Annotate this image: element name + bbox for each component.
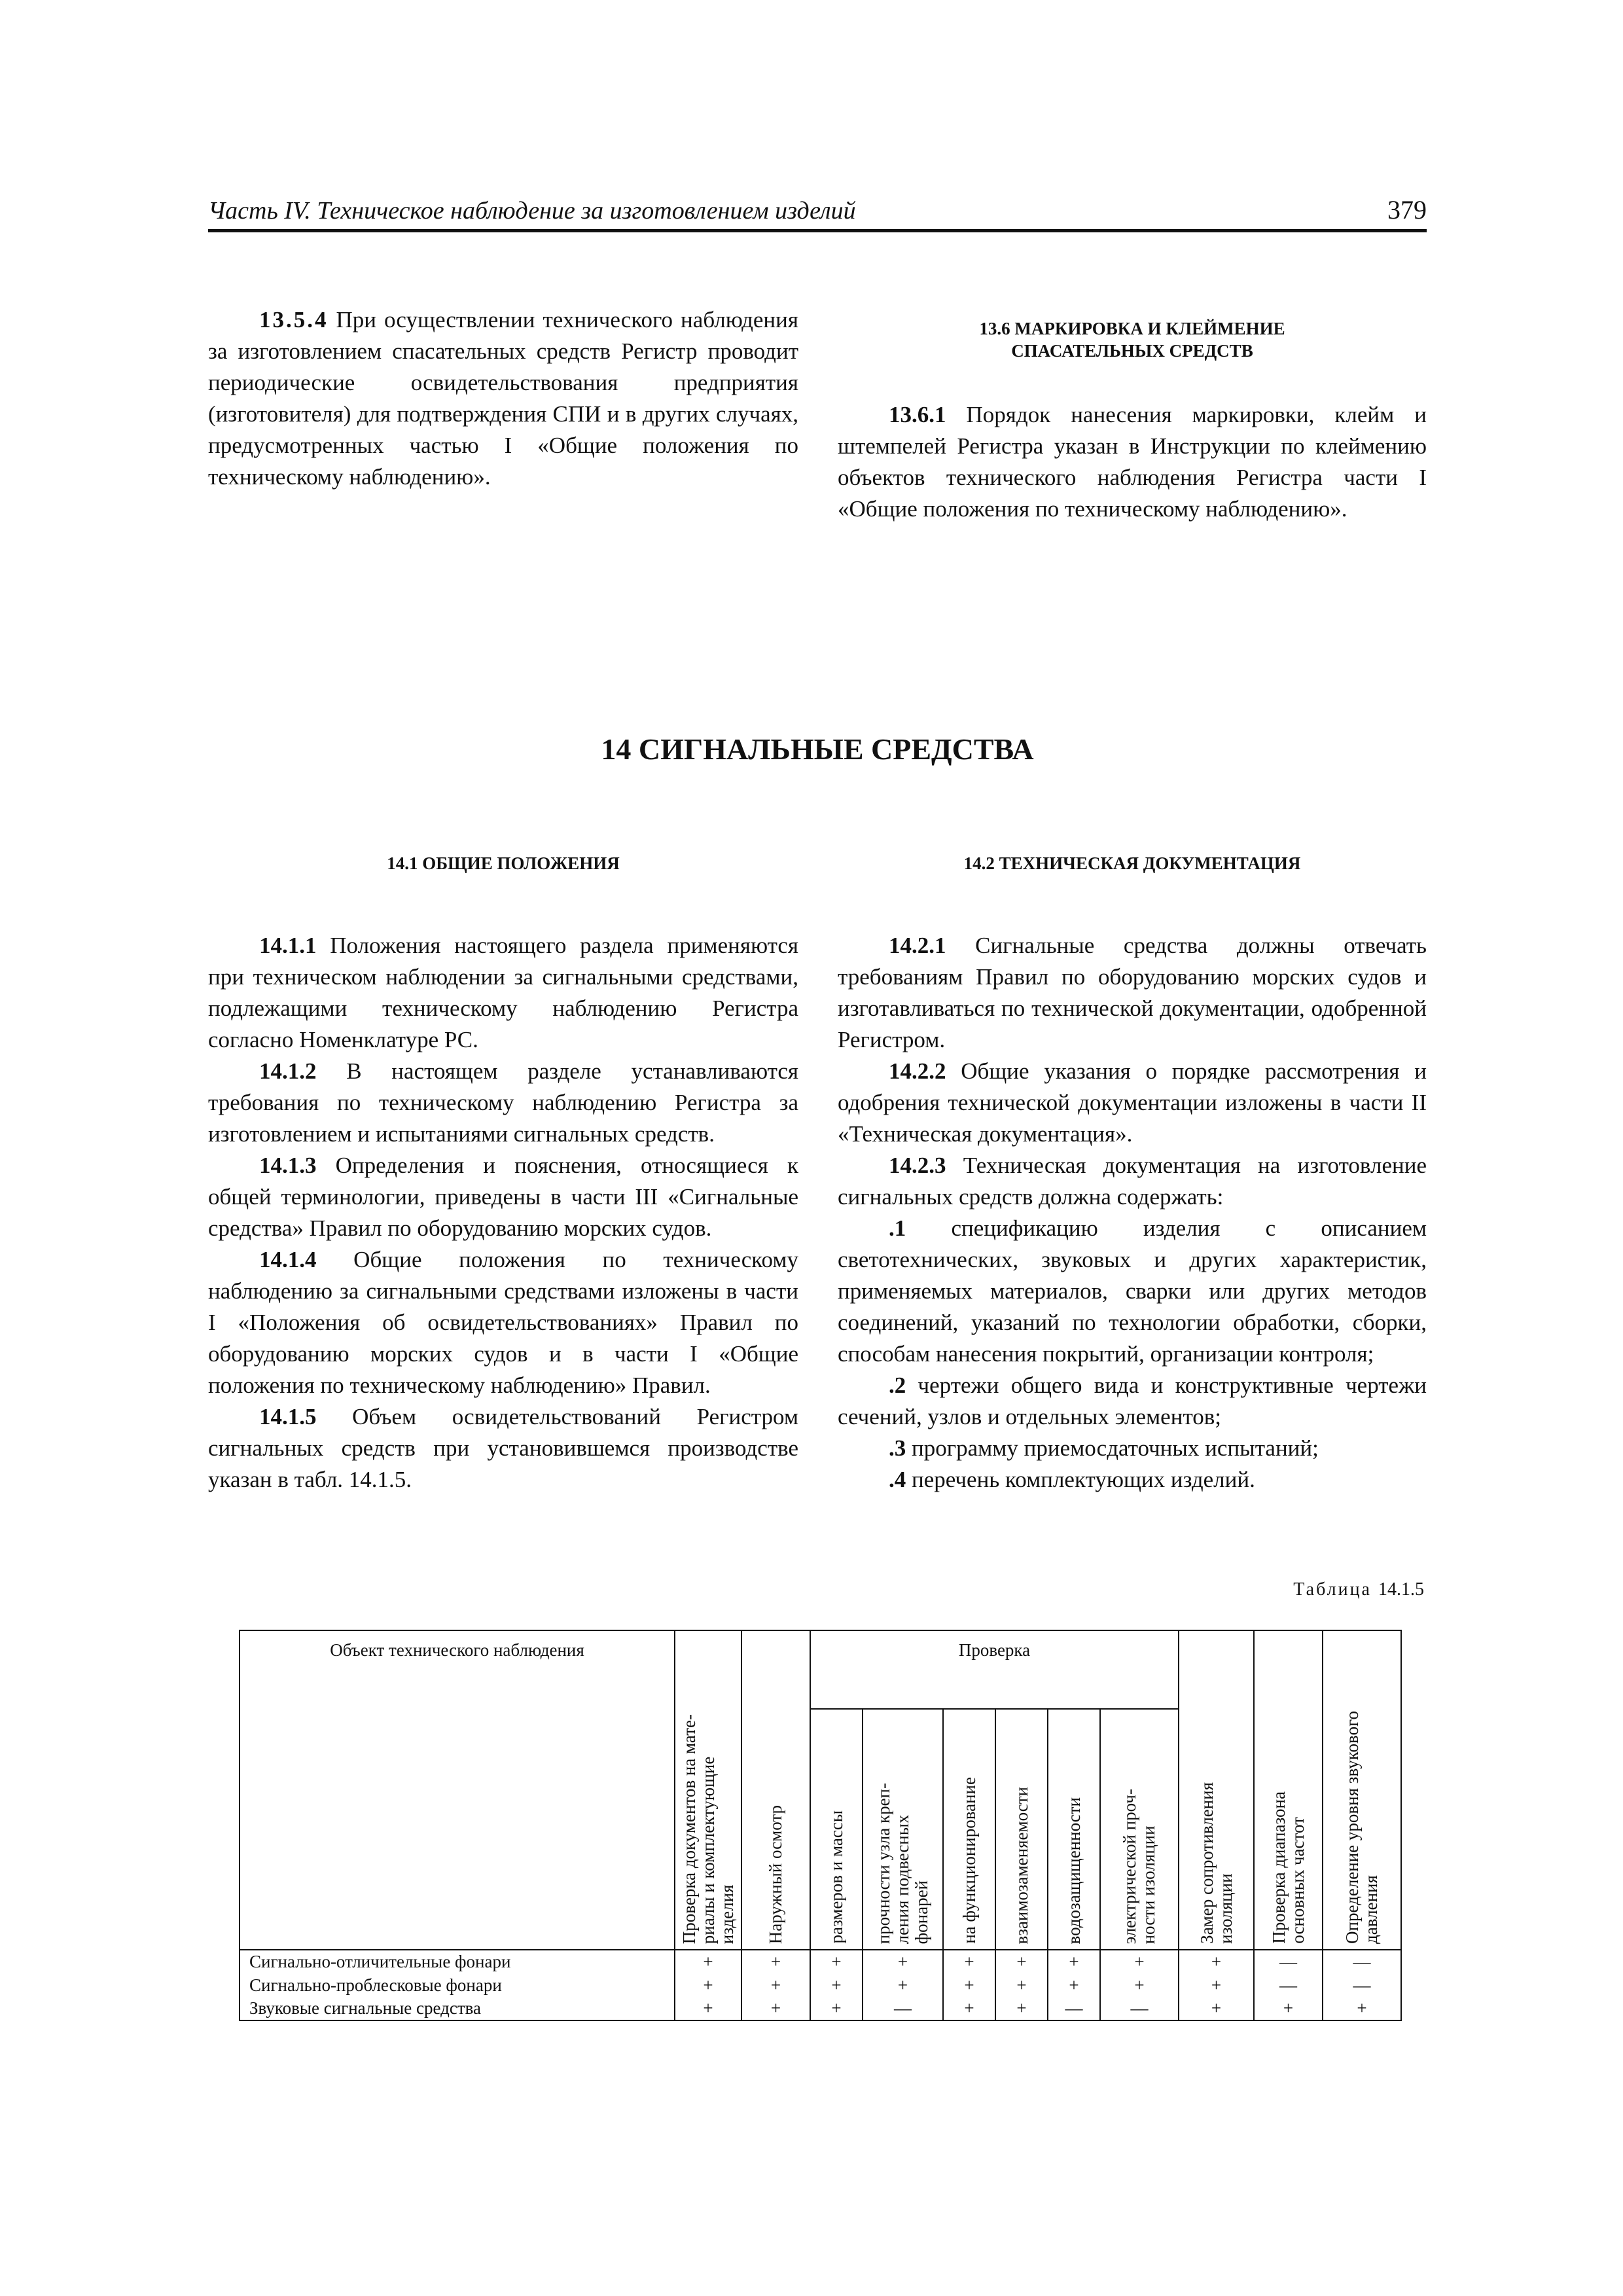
header-docs-label: Проверка документов на мате- риалы и комплектующие изделия <box>679 1713 737 1944</box>
header-function <box>943 1709 995 1950</box>
table-cell: + <box>863 1950 943 1973</box>
header-visual <box>741 1630 810 1950</box>
table-cell: + <box>675 1950 741 1973</box>
table-caption-word: Таблица <box>1293 1579 1372 1600</box>
table-row <box>240 1973 1401 1997</box>
header-interchange <box>995 1709 1048 1950</box>
table-caption-number: 14.1.5 <box>1378 1579 1424 1600</box>
table-cell: + <box>810 1973 863 1997</box>
paragraph-number: 14.1.3 <box>259 1153 317 1178</box>
table-cell: + <box>995 1973 1048 1997</box>
header-interchange-label: взаимозаменяемости <box>1011 1786 1031 1944</box>
paragraph-number: 13.5.4 <box>259 307 329 332</box>
list-item-3 <box>838 1433 1427 1464</box>
header-check-group <box>810 1630 1179 1709</box>
paragraph-number: 14.1.4 <box>259 1247 317 1272</box>
list-item-text: чертежи общего вида и конструктивные чертежи сечений, узлов и отдельных элементов; <box>838 1372 1427 1429</box>
row-label: Сигнально-отличительные фонари <box>240 1950 675 1973</box>
paragraph-14-1-5 <box>208 1401 798 1496</box>
list-item-4 <box>838 1464 1427 1496</box>
paragraph-text: Определения и пояснения, относящиеся к общей терминологии, приведены в части III «Сигнальные средства» Правил по оборудованию морских судов. <box>208 1153 798 1241</box>
table-cell: + <box>1254 1997 1323 2020</box>
paragraph-number: 14.2.1 <box>889 933 946 958</box>
table-cell: — <box>863 1997 943 2020</box>
row-label: Звуковые сигнальные средства <box>240 1997 675 2020</box>
paragraph-13-5-4 <box>208 304 798 493</box>
paragraph-14-1-2 <box>208 1056 798 1150</box>
section-14-2 <box>838 930 1427 1496</box>
table-14-1-5 <box>239 1630 1402 2021</box>
table-cell: + <box>1048 1950 1100 1973</box>
heading-line-2: СПАСАТЕЛЬНЫХ СРЕДСТВ <box>1011 341 1253 361</box>
header-object <box>240 1630 675 1950</box>
table-caption <box>1293 1579 1424 1600</box>
header-object-label: Объект технического наблюдения <box>330 1640 584 1660</box>
table-row <box>240 1997 1401 2020</box>
section-14-1-heading: 14.1 ОБЩИЕ ПОЛОЖЕНИЯ <box>387 853 620 873</box>
table-cell: + <box>1048 1973 1100 1997</box>
table-cell: + <box>1100 1950 1179 1973</box>
header-visual-label: Наружный осмотр <box>766 1804 785 1944</box>
section-13-6-heading <box>838 317 1427 362</box>
table-cell: + <box>810 1997 863 2020</box>
header-electric-label: электрической проч- ности изоляции <box>1120 1788 1158 1944</box>
paragraph-number: 14.1.5 <box>259 1404 317 1429</box>
table-cell: + <box>675 1973 741 1997</box>
section-14-1 <box>208 930 798 1496</box>
paragraph-number: 14.1.1 <box>259 933 317 958</box>
header-water-label: водозащищенности <box>1063 1797 1084 1944</box>
table-cell: + <box>741 1997 810 2020</box>
header-electric <box>1100 1709 1179 1950</box>
paragraph-text: Положения настоящего раздела применяются при техническом наблюдении за сигнальными средствами, подлежащими техническому наблюдению Регистра согласно Номенклатуре РС. <box>208 933 798 1052</box>
table-cell: + <box>675 1997 741 2020</box>
header-water <box>1048 1709 1100 1950</box>
paragraph-text: Общие положения по техническому наблюдению за сигнальными средствами изложены в части I «Положения об освидетельствованиях» Правил по оборудованию морских судов и в части I «Общие положения по техническому наблюдению» Правил. <box>208 1247 798 1398</box>
table-cell: + <box>1323 1997 1401 2020</box>
paragraph-number: 14.1.2 <box>259 1058 317 1084</box>
list-item-number: .4 <box>889 1467 906 1492</box>
paragraph-13-6-1 <box>838 399 1427 525</box>
paragraph-text: Общие указания о порядке рассмотрения и одобрения технической документации изложены в части II «Техническая документация». <box>838 1058 1427 1147</box>
paragraph-text: При осуществлении технического наблюдения за изготовлением спасательных средств Регистр проводит периодические освидетельствования предприятия (изготовителя) для подтверждения СПИ и в других случаях, предусмотренных частью I «Общие положения по техническому наблюдению». <box>208 307 798 490</box>
list-item-text: программу приемосдаточных испытаний; <box>906 1435 1319 1461</box>
paragraph-text: В настоящем разделе устанавливаются требования по техническому наблюдению Регистра за изготовлением и испытаниями сигнальных средств. <box>208 1058 798 1147</box>
section-13-5-4 <box>208 304 798 493</box>
header-frequency-label: Проверка диапазона основных частот <box>1268 1791 1308 1944</box>
paragraph-14-2-2 <box>838 1056 1427 1150</box>
running-header <box>208 195 1427 232</box>
table-cell: — <box>1323 1973 1401 1997</box>
table-cell: + <box>943 1997 995 2020</box>
list-item-2 <box>838 1370 1427 1433</box>
list-item-text: перечень комплектующих изделий. <box>906 1467 1255 1492</box>
header-strength <box>863 1709 943 1950</box>
list-item-number: .3 <box>889 1435 906 1461</box>
running-header-title: Часть IV. Техническое наблюдение за изготовлением изделий <box>208 197 856 224</box>
paragraph-number: 14.2.3 <box>889 1153 946 1178</box>
list-item-number: .2 <box>889 1372 906 1398</box>
table-cell: — <box>1100 1997 1179 2020</box>
paragraph-14-2-1 <box>838 930 1427 1056</box>
list-item-1 <box>838 1213 1427 1370</box>
page-number: 379 <box>1387 195 1427 224</box>
list-item-text: спецификацию изделия с описанием светотехнических, звуковых и других характеристик, применяемых материалов, сварки или других методов соединений, указаний по технологии обработки, сборки, способам нанесения покрытий, организации контроля; <box>838 1215 1427 1367</box>
paragraph-14-2-3 <box>838 1150 1427 1213</box>
header-docs <box>675 1630 741 1950</box>
paragraph-text: Объем освидетельствований Регистром сигнальных средств при установившемся производстве указан в табл. 14.1.5. <box>208 1404 798 1492</box>
table-cell: + <box>810 1950 863 1973</box>
header-insulation <box>1179 1630 1254 1950</box>
header-sound-label: Определение уровня звукового давления <box>1342 1711 1381 1944</box>
table-cell: — <box>1254 1950 1323 1973</box>
header-strength-label: прочности узла креп- ления подвесных фонарей <box>874 1782 931 1944</box>
table-cell: + <box>1179 1950 1254 1973</box>
header-function-label: на функционирование <box>959 1777 979 1944</box>
paragraph-text: Сигнальные средства должны отвечать требованиям Правил по оборудованию морских судов и изготавливаться по технической документации, одобренной Регистром. <box>838 933 1427 1052</box>
table-cell: — <box>1048 1997 1100 2020</box>
table-cell: + <box>741 1973 810 1997</box>
paragraph-14-1-1 <box>208 930 798 1056</box>
paragraph-14-1-4 <box>208 1244 798 1401</box>
section-14-2-heading: 14.2 ТЕХНИЧЕСКАЯ ДОКУМЕНТАЦИЯ <box>963 853 1301 873</box>
heading-line-1: 13.6 МАРКИРОВКА И КЛЕЙМЕНИЕ <box>979 319 1285 338</box>
header-check-group-label: Проверка <box>958 1640 1031 1660</box>
table-cell: — <box>1254 1973 1323 1997</box>
paragraph-text: Порядок нанесения маркировки, клейм и штемпелей Регистра указан в Инструкции по клеймению объектов технического наблюдения Регистра части I «Общие положения по техническому наблюдению». <box>838 402 1427 522</box>
table-row <box>240 1950 1401 1973</box>
table-cell: + <box>995 1950 1048 1973</box>
table-cell: + <box>995 1997 1048 2020</box>
paragraph-number: 13.6.1 <box>889 402 946 427</box>
table-cell: + <box>943 1973 995 1997</box>
header-size-label: размеров и массы <box>826 1810 846 1944</box>
list-item-number: .1 <box>889 1215 906 1241</box>
table-cell: — <box>1323 1950 1401 1973</box>
table-cell: + <box>1179 1973 1254 1997</box>
paragraph-number: 14.2.2 <box>889 1058 946 1084</box>
paragraph-14-1-3 <box>208 1150 798 1244</box>
table-cell: + <box>943 1950 995 1973</box>
paragraph-text: Техническая документация на изготовление сигнальных средств должна содержать: <box>838 1153 1427 1210</box>
chapter-title: 14 СИГНАЛЬНЫЕ СРЕДСТВА <box>601 732 1034 766</box>
header-sound <box>1323 1630 1401 1950</box>
table-cell: + <box>1100 1973 1179 1997</box>
table-cell: + <box>741 1950 810 1973</box>
table-cell: + <box>863 1973 943 1997</box>
row-label: Сигнально-проблесковые фонари <box>240 1973 675 1997</box>
table-cell: + <box>1179 1997 1254 2020</box>
header-insulation-label: Замер сопротивления изоляции <box>1196 1782 1236 1944</box>
header-size <box>810 1709 863 1950</box>
header-frequency <box>1254 1630 1323 1950</box>
section-13-6 <box>838 399 1427 525</box>
